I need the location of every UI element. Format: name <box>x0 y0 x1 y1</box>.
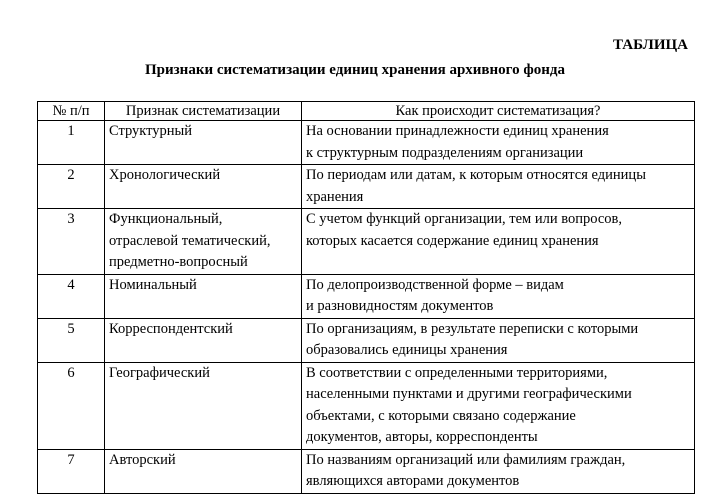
how-line: к структурным подразделениям организации <box>306 144 584 161</box>
row-number: 4 <box>38 274 105 318</box>
how-line: По периодам или датам, к которым относятся единицы <box>306 167 646 183</box>
how-line: По названиям организаций или фамилиям граждан, <box>306 451 626 468</box>
sign-line: Функциональный, <box>109 211 223 227</box>
row-how <box>302 362 695 449</box>
table-row <box>38 121 695 165</box>
sign-line: отраслевой тематический, <box>109 232 271 249</box>
how-line: и разновидностям документов <box>306 298 494 314</box>
how-line: В соответствии с определенными территориями, <box>306 364 608 381</box>
header-sign: Признак систематизации <box>105 102 302 121</box>
sign-line: Структурный <box>109 123 193 139</box>
how-line: По организациям, в результате переписки с которыми <box>306 320 639 337</box>
sign-line: Корреспондентский <box>109 320 233 337</box>
how-line: На основании принадлежности единиц хранения <box>306 123 609 139</box>
row-how <box>302 121 695 165</box>
row-number: 6 <box>38 362 105 449</box>
row-sign <box>105 209 302 275</box>
table-label: ТАБЛИЦА <box>613 37 688 53</box>
how-line: которых касается содержание единиц хранения <box>306 232 599 249</box>
row-sign <box>105 121 302 165</box>
how-line: образовались единицы хранения <box>306 342 508 358</box>
row-number: 2 <box>38 165 105 209</box>
sign-line: предметно-вопросный <box>109 254 248 270</box>
row-how <box>302 449 695 493</box>
how-line: По делопроизводственной форме – видам <box>306 276 564 293</box>
row-sign <box>105 449 302 493</box>
table-row <box>38 165 695 209</box>
row-number: 1 <box>38 121 105 165</box>
how-line: являющихся авторами документов <box>306 473 520 489</box>
table-row <box>38 209 695 275</box>
row-how <box>302 274 695 318</box>
row-how <box>302 318 695 362</box>
row-sign <box>105 165 302 209</box>
table-header-row <box>38 102 695 121</box>
how-line: документов, авторы, корреспонденты <box>306 429 538 445</box>
header-how: Как происходит систематизация? <box>302 102 695 121</box>
how-line: С учетом функций организации, тем или вопросов, <box>306 211 623 227</box>
how-line: населенными пунктами и другими географическими <box>306 386 632 402</box>
row-sign <box>105 274 302 318</box>
table-row <box>38 362 695 449</box>
row-sign <box>105 318 302 362</box>
row-number: 5 <box>38 318 105 362</box>
row-how <box>302 209 695 275</box>
how-line: объектами, с которыми связано содержание <box>306 407 576 424</box>
table-row <box>38 449 695 493</box>
sign-line: Географический <box>109 364 210 381</box>
row-sign <box>105 362 302 449</box>
table-row <box>38 274 695 318</box>
row-number: 7 <box>38 449 105 493</box>
row-number: 3 <box>38 209 105 275</box>
header-num: № п/п <box>38 102 105 121</box>
sign-line: Хронологический <box>109 167 221 183</box>
table-row <box>38 318 695 362</box>
sign-line: Номинальный <box>109 276 197 293</box>
how-line: хранения <box>306 188 364 205</box>
systematization-table <box>37 101 695 494</box>
sign-line: Авторский <box>109 451 176 468</box>
table-title: Признаки систематизации единиц хранения архивного фонда <box>145 62 565 78</box>
row-how <box>302 165 695 209</box>
